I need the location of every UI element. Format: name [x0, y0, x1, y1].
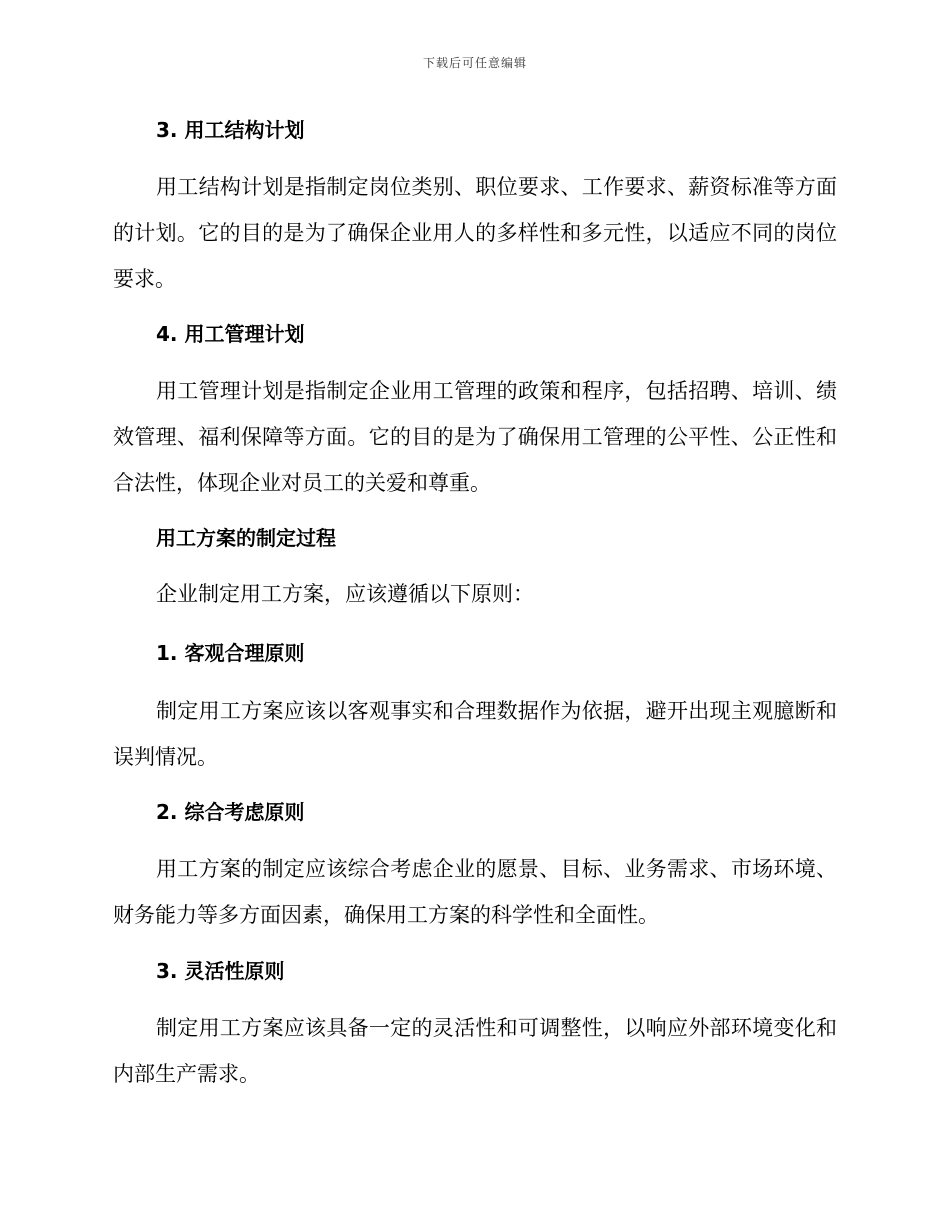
section-heading-formulation-process: 用工方案的制定过程 [156, 526, 336, 550]
section-heading-employment-management-plan: 4. 用工管理计划 [156, 322, 305, 346]
page-header: 下载后可任意编辑 [422, 56, 527, 70]
paragraph-employment-structure-plan: 用工结构计划是指制定岗位类别、职位要求、工作要求、薪资标准等方面的计划。它的目的是为了确保企业用人的多样性和多元性，以适应不同的岗位要求。 [113, 175, 837, 291]
paragraph-comprehensive-principle: 用工方案的制定应该综合考虑企业的愿景、目标、业务需求、市场环境、财务能力等多方面因素，确保用工方案的科学性和全面性。 [113, 857, 837, 927]
section-heading-comprehensive-principle: 2. 综合考虑原则 [156, 800, 305, 824]
section-heading-objective-principle: 1. 客观合理原则 [156, 641, 305, 665]
paragraph-employment-management-plan: 用工管理计划是指制定企业用工管理的政策和程序，包括招聘、培训、绩效管理、福利保障等方面。它的目的是为了确保用工管理的公平性、公正性和合法性，体现企业对员工的关爱和尊重。 [113, 379, 837, 495]
section-heading-flexibility-principle: 3. 灵活性原则 [156, 959, 285, 983]
section-heading-employment-structure-plan: 3. 用工结构计划 [156, 118, 305, 142]
paragraph-flexibility-principle: 制定用工方案应该具备一定的灵活性和可调整性，以响应外部环境变化和内部生产需求。 [113, 1016, 837, 1086]
paragraph-objective-principle: 制定用工方案应该以客观事实和合理数据作为依据，避开出现主观臆断和误判情况。 [113, 699, 837, 769]
paragraph-principles-intro: 企业制定用工方案，应该遵循以下原则： [156, 582, 534, 606]
